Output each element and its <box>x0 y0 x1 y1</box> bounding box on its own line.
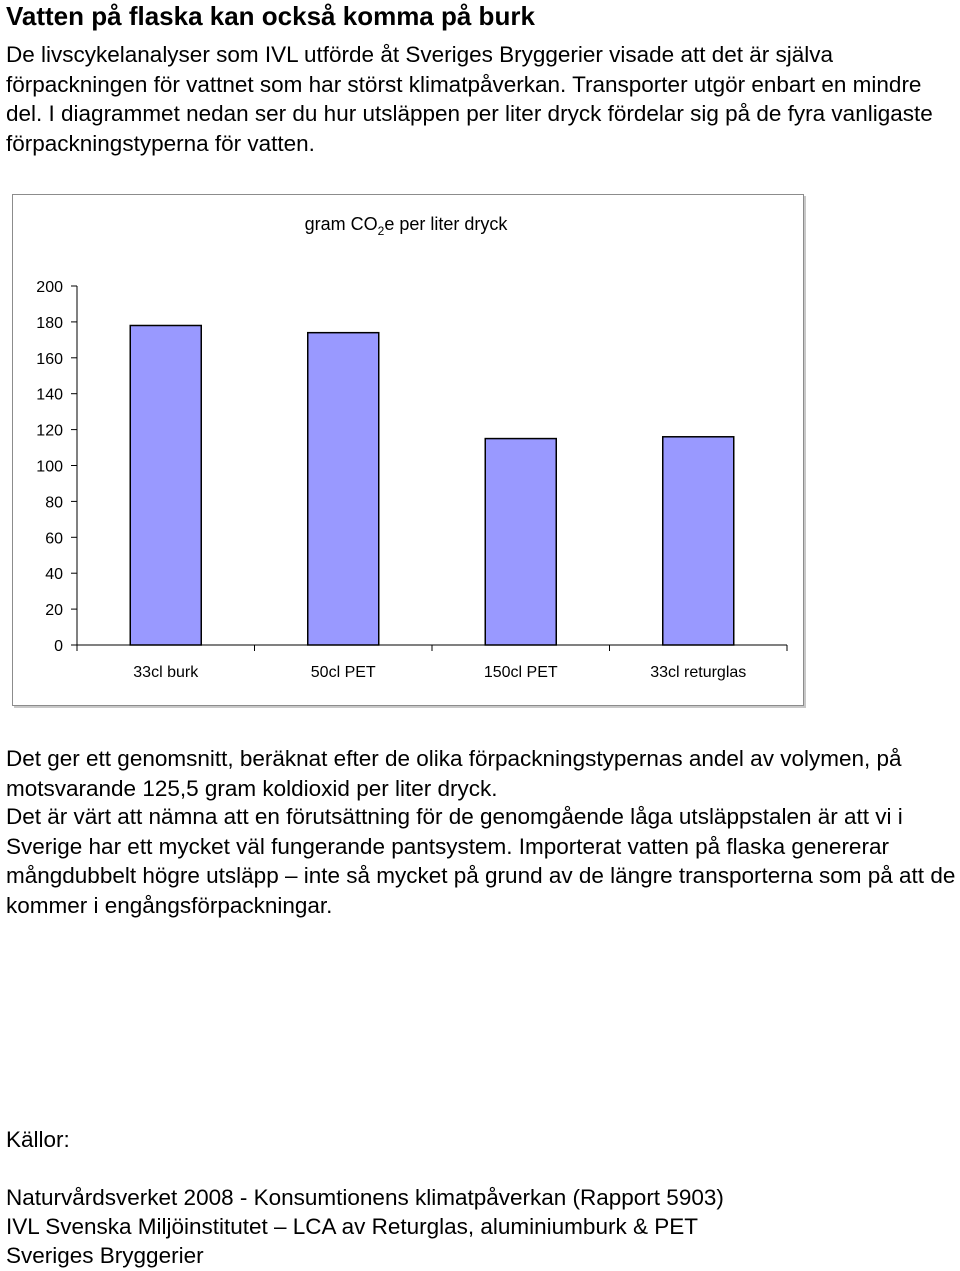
y-tick-label: 0 <box>54 638 63 655</box>
y-tick-label: 60 <box>45 530 63 548</box>
plot-area <box>36 279 787 681</box>
chart-title: gram $CO_2e$ per liter dryck <box>304 214 508 238</box>
bar <box>308 333 379 645</box>
y-tick-label: 40 <box>45 566 63 584</box>
source-item: IVL Svenska Miljöinstitutet – LCA av Returglas, aluminiumburk & PET <box>6 1214 698 1239</box>
x-tick-label: 33cl returglas <box>650 664 747 681</box>
bar <box>663 437 734 645</box>
x-tick-label: 33cl burk <box>133 664 199 681</box>
y-tick-label: 20 <box>45 602 63 620</box>
y-tick-label: 200 <box>36 279 63 296</box>
bar <box>485 439 556 645</box>
source-item: Sveriges Bryggerier <box>6 1243 204 1268</box>
chart-canvas <box>13 195 803 705</box>
y-tick-label: 160 <box>36 350 63 368</box>
average-paragraph: Det ger ett genomsnitt, beräknat efter de olika förpackningstypernas andel av volymen, på motsvarande 125,5 gram koldioxid per liter dryck. <box>6 746 902 801</box>
bar-chart <box>12 194 804 706</box>
page-heading: Vatten på flaska kan också komma på burk <box>6 1 535 31</box>
y-tick-label: 140 <box>36 386 63 404</box>
y-tick-label: 180 <box>36 314 63 332</box>
x-tick-label: 50cl PET <box>310 664 376 681</box>
source-item: Naturvårdsverket 2008 - Konsumtionens klimatpåverkan (Rapport 5903) <box>6 1185 724 1210</box>
bar <box>130 325 201 645</box>
y-tick-label: 80 <box>45 494 63 512</box>
sources-label: Källor: <box>6 1127 70 1152</box>
y-tick-label: 100 <box>36 458 63 476</box>
y-tick-label: 120 <box>36 422 63 440</box>
x-tick-label: 150cl PET <box>483 664 558 681</box>
intro-paragraph: De livscykelanalyser som IVL utförde åt Sveriges Bryggerier visade att det är själva förpackningen för vattnet som har störst klimatpåverkan. Transporter utgör enbart en mindre del. I diagrammet nedan ser du hur utsläppen per liter dryck fördelar sig på de fyra vanligaste förpackningstyperna för vatten. <box>6 42 933 156</box>
deposit-paragraph: Det är värt att nämna att en förutsättning för de genomgående låga utsläppstalen är att vi i Sverige har ett mycket väl fungerande pantsystem. Importerat vatten på flaska genererar mångdubbelt högre utsläpp – inte så mycket på grund av de längre transporterna som på att de kommer i engångsförpackningar. <box>6 804 956 918</box>
